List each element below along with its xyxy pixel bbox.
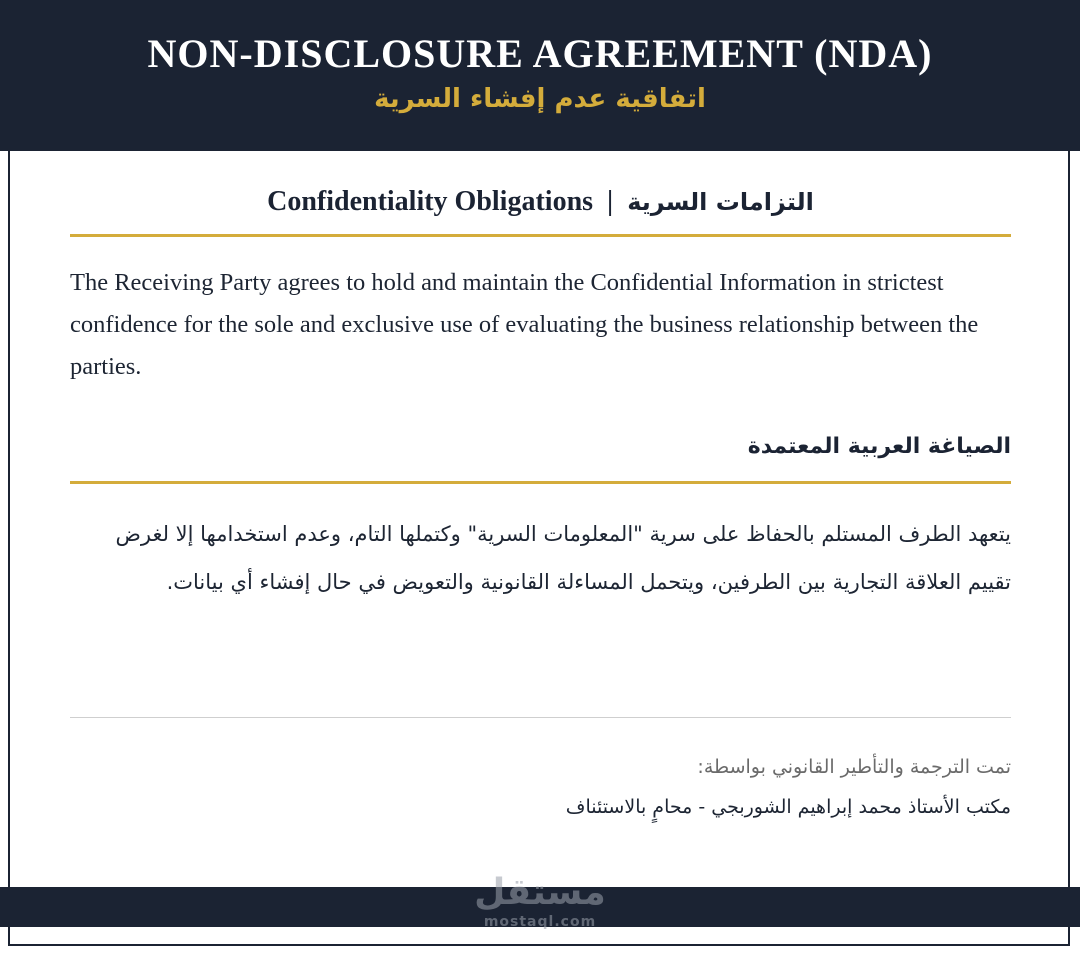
credits-label: تمت الترجمة والتأطير القانوني بواسطة: [697, 756, 1011, 778]
arabic-section-divider [70, 481, 1011, 484]
section-heading-english: Confidentiality Obligations [267, 186, 594, 217]
document-header [0, 0, 1080, 151]
english-clause-text: The Receiving Party agrees to hold and maintain the Confidential Information in strictest confidence for the sole and exclusive use of evaluating the business relationship between the parties. [70, 269, 979, 380]
arabic-section-heading: الصياغة العربية المعتمدة [747, 434, 1011, 459]
credits-name: مكتب الأستاذ محمد إبراهيم الشوربجي - محامٍ بالاستئناف [565, 796, 1011, 818]
watermark-arabic: مستقل [474, 872, 606, 913]
watermark-english: mostaql.com [483, 914, 597, 930]
arabic-clause-text: يتعهد الطرف المستلم بالحفاظ على سرية "المعلومات السرية" وكتملها التام، وعدم استخدامها إلا لغرض تقييم العلاقة التجارية بين الطرفين، ويتحمل المساءلة القانونية والتعويض في حال إفشاء أي بيانات. [115, 522, 1011, 594]
section-heading [70, 186, 1011, 226]
credits-divider [70, 717, 1011, 718]
section-heading-arabic: التزامات السرية [627, 188, 814, 216]
mostaql-watermark-logo [440, 872, 640, 942]
heading-separator: | [607, 186, 614, 217]
section-divider [70, 234, 1011, 237]
document-subtitle-arabic: اتفاقية عدم إفشاء السرية [374, 84, 706, 114]
document-title: NON-DISCLOSURE AGREEMENT (NDA) [147, 31, 933, 76]
